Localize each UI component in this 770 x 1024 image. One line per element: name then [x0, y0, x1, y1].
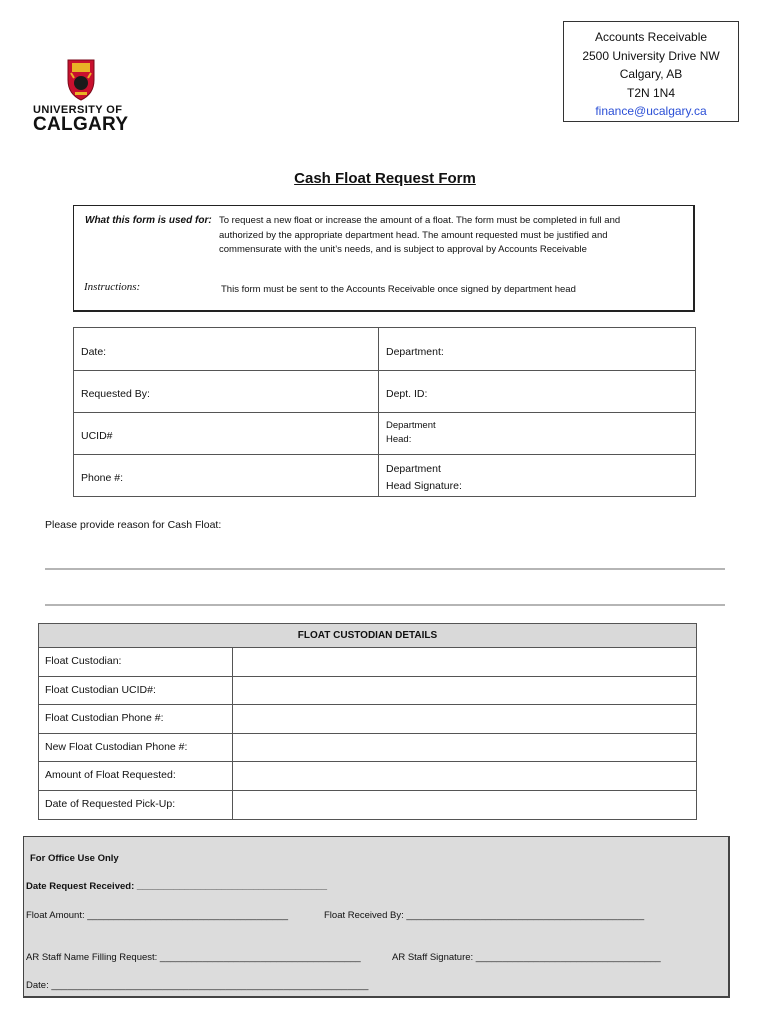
requested-by-field[interactable] [74, 371, 379, 413]
department-label: Department: [386, 346, 444, 358]
address-line: Calgary, AB [619, 67, 683, 81]
custodian-row-label: Float Custodian: [45, 655, 122, 667]
custodian-name-input[interactable] [232, 648, 696, 676]
dept-head-field[interactable] [379, 413, 695, 455]
purpose-line: commensurate with the unit’s needs, and is subject to approval by Accounts Receivable [219, 244, 587, 255]
reason-label: Please provide reason for Cash Float: [45, 519, 222, 531]
purpose-text [219, 214, 679, 258]
date-request-received-field[interactable]: Date Request Received: ____________________________________ [26, 881, 328, 892]
new-custodian-phone-input[interactable] [232, 734, 696, 762]
custodian-row-label: New Float Custodian Phone #: [45, 740, 188, 753]
purpose-line: authorized by the appropriate department head. The amount requested must be justified and [219, 229, 608, 241]
email-link[interactable]: finance@ucalgary.ca [595, 104, 707, 118]
custodian-row [39, 648, 696, 677]
page-title: Cash Float Request Form [294, 170, 476, 187]
address-line: T2N 1N4 [626, 85, 676, 100]
ar-staff-name-field[interactable]: AR Staff Name Filling Request: ______________________________________ [26, 952, 361, 963]
office-use-heading: For Office Use Only [30, 853, 119, 864]
custodian-row [39, 705, 696, 734]
custodian-row [39, 791, 696, 820]
phone-label: Phone #: [81, 472, 124, 484]
float-received-by-field[interactable]: Float Received By: _____________________________________________ [324, 910, 645, 921]
float-amount-field[interactable]: Float Amount: ______________________________________ [26, 910, 289, 921]
office-date-field[interactable]: Date: ____________________________________________________________ [26, 980, 369, 991]
phone-field[interactable] [74, 455, 379, 496]
address-box [563, 21, 739, 122]
logo-text-line2: CALGARY [33, 114, 129, 135]
dept-head-signature-label-line1: Department [386, 463, 441, 475]
custodian-phone-input[interactable] [232, 705, 696, 733]
dept-head-label-line2: Head: [386, 434, 412, 445]
ucid-field[interactable] [74, 413, 379, 455]
dept-head-label-line1: Department [386, 420, 436, 431]
custodian-row-label: Float Custodian UCID#: [45, 683, 156, 696]
department-field[interactable] [379, 328, 695, 371]
dept-head-signature-label-line2: Head Signature: [386, 480, 462, 492]
address-line: Accounts Receivable [594, 30, 708, 44]
pickup-date-input[interactable] [232, 791, 696, 820]
custodian-row [39, 734, 696, 763]
requested-by-label: Requested By: [81, 388, 150, 400]
dept-id-label: Dept. ID: [386, 388, 428, 400]
custodian-row-label: Date of Requested Pick-Up: [45, 797, 176, 810]
custodian-row-label: Amount of Float Requested: [45, 769, 176, 781]
reason-line[interactable] [45, 604, 725, 606]
dept-head-signature-field[interactable] [379, 455, 695, 496]
custodian-row [39, 762, 696, 791]
custodian-table-heading: FLOAT CUSTODIAN DETAILS [39, 624, 696, 648]
date-label: Date: [81, 346, 107, 358]
ar-staff-signature-field[interactable]: AR Staff Signature: ___________________________________ [392, 952, 661, 963]
purpose-line: To request a new float or increase the amount of a float. The form must be completed in full and [219, 215, 621, 226]
float-amount-input[interactable] [232, 762, 696, 790]
reason-line[interactable] [45, 568, 725, 570]
custodian-row-label: Float Custodian Phone #: [45, 712, 164, 724]
purpose-label: What this form is used for: [85, 215, 212, 226]
ucid-label: UCID# [81, 430, 113, 442]
instructions-label: Instructions: [84, 281, 141, 293]
date-field[interactable] [74, 328, 379, 371]
address-line: 2500 University Drive NW [582, 48, 720, 63]
custodian-row [39, 677, 696, 706]
dept-head-label [386, 419, 436, 447]
dept-head-signature-label [386, 461, 462, 495]
logo-text-line1: UNIVERSITY OF [33, 104, 123, 116]
dept-id-field[interactable] [379, 371, 695, 413]
instructions-text: This form must be sent to the Accounts Receivable once signed by department head [221, 284, 576, 295]
custodian-ucid-input[interactable] [232, 677, 696, 705]
university-crest-icon [63, 58, 99, 102]
request-details-grid [73, 327, 696, 497]
